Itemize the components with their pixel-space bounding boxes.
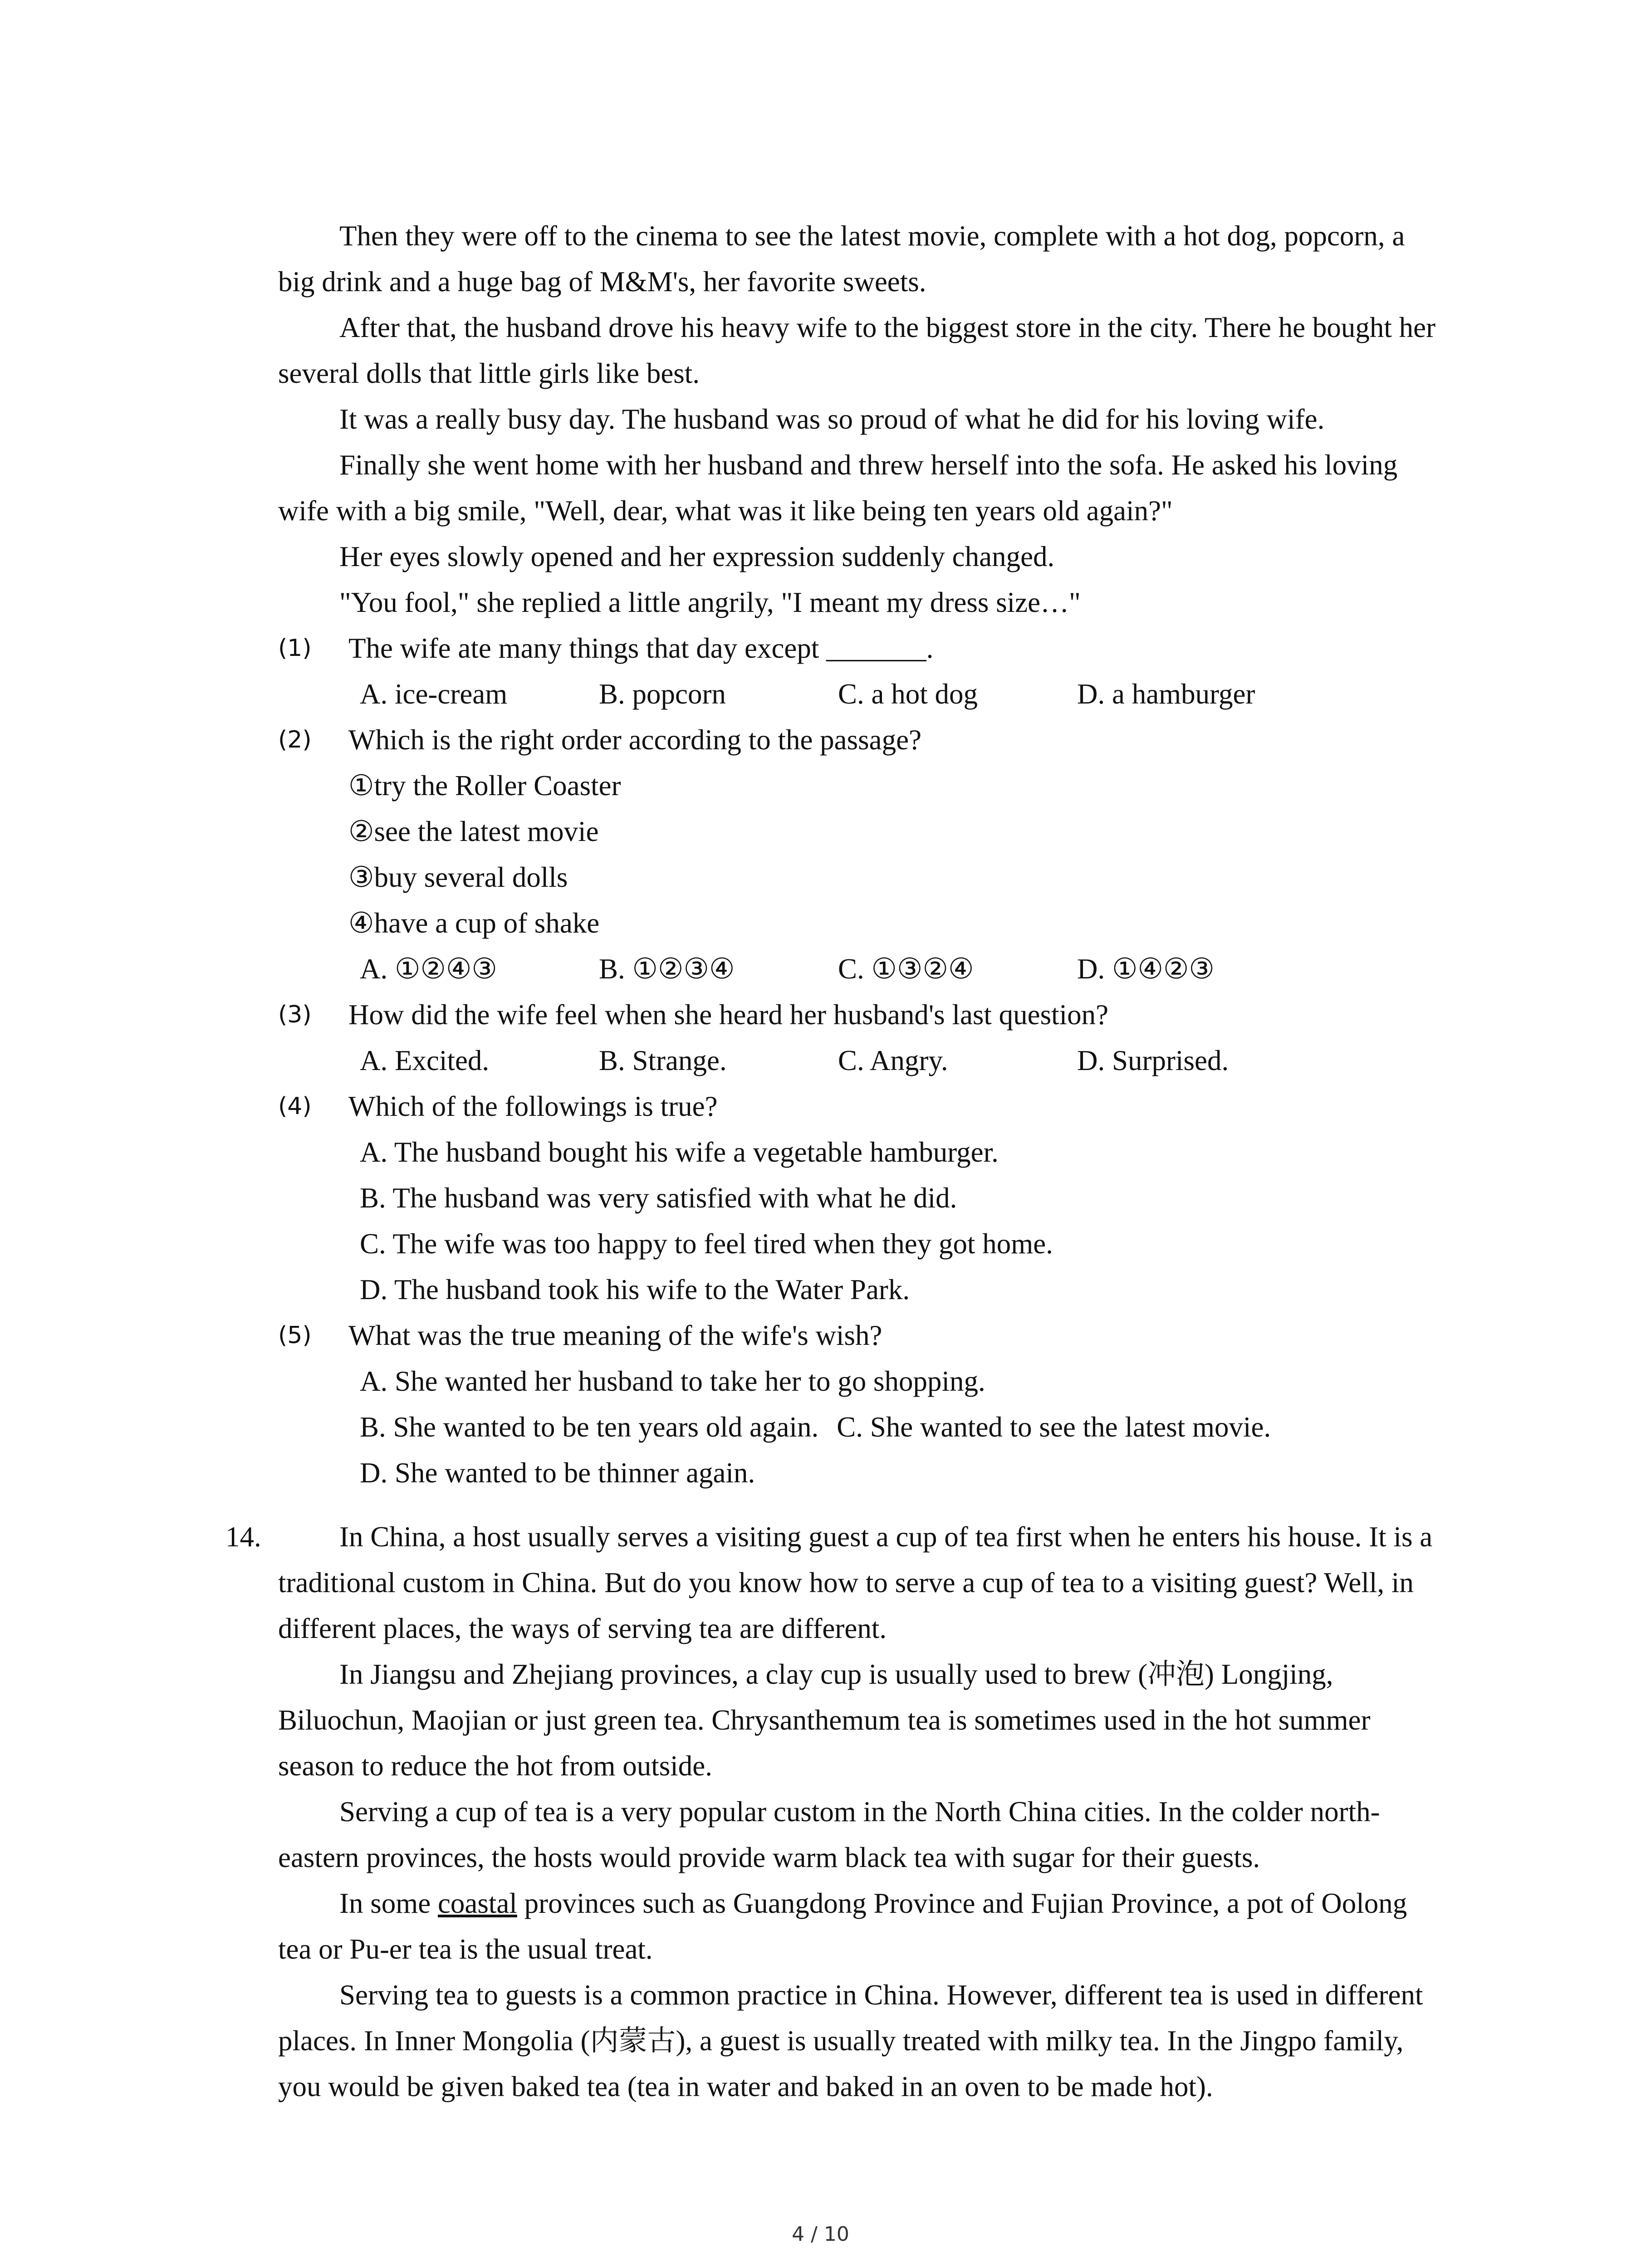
passage-paragraph: Then they were off to the cinema to see the latest movie, complete with a hot dog, popcorn, a big drink and a huge bag of M&M's, her favorite sweets.: [278, 220, 1405, 298]
option-b: B. The husband was very satisfied with what he did.: [360, 1182, 957, 1214]
item-14: [225, 1514, 1440, 2110]
underlined-word: coastal: [437, 1887, 517, 1919]
item-number: 14.: [225, 1521, 261, 1553]
option-c: C. Angry.: [838, 1045, 948, 1076]
question-1-options: [278, 671, 1440, 717]
option-c: C. The wife was too happy to feel tired when they got home.: [360, 1228, 1053, 1260]
question-number: (1): [278, 635, 312, 662]
question-number: (2): [278, 726, 312, 753]
order-item: ③buy several dolls: [348, 861, 568, 893]
passage-paragraph: [278, 1881, 1440, 1972]
question-3-options: [278, 1038, 1440, 1084]
question-text: Which of the followings is true?: [348, 1090, 718, 1122]
question-2-options: [278, 946, 1440, 992]
order-item: ④have a cup of shake: [348, 907, 600, 939]
option-a: A. She wanted her husband to take her to go shopping.: [360, 1365, 985, 1397]
passage-paragraph: In Jiangsu and Zhejiang provinces, a clay cup is usually used to brew (冲泡) Longjing, Biluochun, Maojian or just green tea. Chrysanthemum tea is sometimes used in the hot summer season to reduce the hot from outside.: [278, 1658, 1371, 1782]
text-run: provinces such as Guangdong Province and Fujian Province, a pot of Oolong tea or Pu-er tea is the usual treat.: [278, 1887, 1407, 1965]
page-content: [225, 213, 1440, 2110]
passage-paragraph: After that, the husband drove his heavy wife to the biggest store in the city. There he bought her several dolls that little girls like best.: [278, 312, 1436, 389]
passage-paragraph: In China, a host usually serves a visiting guest a cup of tea first when he enters his house. It is a traditional custom in China. But do you know how to serve a cup of tea to a visiting guest? Well, in different places, the ways of serving tea are different.: [278, 1521, 1433, 1644]
option-a: A. Excited.: [360, 1045, 490, 1076]
question-text: Which is the right order according to the passage?: [348, 724, 922, 756]
option-c: C. She wanted to see the latest movie.: [837, 1411, 1271, 1443]
passage-paragraph: Serving a cup of tea is a very popular custom in the North China cities. In the colder north-eastern provinces, the hosts would provide warm black tea with sugar for their guests.: [278, 1796, 1380, 1873]
option-d: D. ①④②③: [1077, 953, 1215, 985]
question-number: (5): [278, 1322, 312, 1349]
question-text: The wife ate many things that day except _______.: [348, 632, 934, 664]
passage-paragraph: It was a really busy day. The husband was so proud of what he did for his loving wife.: [339, 403, 1325, 435]
question-1: [278, 626, 1440, 671]
option-b: B. Strange.: [599, 1045, 727, 1076]
question-4: [278, 1084, 1440, 1129]
option-d: D. a hamburger: [1077, 678, 1255, 710]
option-b: B. ①②③④: [599, 953, 735, 985]
question-text: How did the wife feel when she heard her husband's last question?: [348, 999, 1109, 1031]
passage-paragraph: Her eyes slowly opened and her expression suddenly changed.: [339, 541, 1055, 572]
option-a: A. The husband bought his wife a vegetable hamburger.: [360, 1136, 999, 1168]
options-b-c-line: [278, 1404, 1440, 1450]
question-number: (4): [278, 1093, 312, 1120]
question-text: What was the true meaning of the wife's wish?: [348, 1320, 882, 1351]
question-3: [278, 992, 1440, 1038]
option-a: A. ①②④③: [360, 953, 497, 985]
option-b: B. popcorn: [599, 678, 726, 710]
option-b: B. She wanted to be ten years old again.: [360, 1411, 819, 1443]
option-a: A. ice-cream: [360, 678, 508, 710]
passage-paragraph: Finally she went home with her husband and threw herself into the sofa. He asked his loving wife with a big smile, "Well, dear, what was it like being ten years old again?": [278, 449, 1398, 527]
question-2: [278, 717, 1440, 763]
question-number: (3): [278, 1001, 312, 1028]
question-5: [278, 1313, 1440, 1359]
option-d: D. She wanted to be thinner again.: [360, 1457, 755, 1489]
passage-paragraph: "You fool," she replied a little angrily, "I meant my dress size…": [339, 587, 1081, 618]
order-item: ②see the latest movie: [348, 816, 599, 847]
option-c: C. ①③②④: [838, 953, 974, 985]
text-run: In some: [339, 1887, 438, 1919]
option-c: C. a hot dog: [838, 678, 978, 710]
option-d: D. Surprised.: [1077, 1045, 1229, 1076]
order-item: ①try the Roller Coaster: [348, 770, 621, 802]
passage-paragraph: Serving tea to guests is a common practice in China. However, different tea is used in different places. In Inner Mongolia (内蒙古), a guest is usually treated with milky tea. In the Jingpo family, you would be given baked tea (tea in water and baked in an oven to be made hot).: [278, 1979, 1423, 2102]
option-d: D. The husband took his wife to the Water Park.: [360, 1274, 910, 1305]
page-number: 4 / 10: [792, 2223, 849, 2246]
